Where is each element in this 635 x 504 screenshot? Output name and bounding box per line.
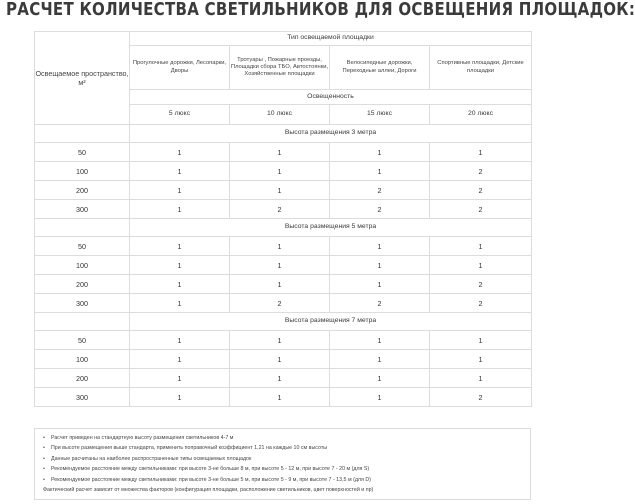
category-cell: Тротуары , Пожарные проезды, Площадки сбора ТБО, Автостоянки, Хозяйственные площадки — [230, 46, 330, 90]
count-cell: 1 — [330, 331, 430, 350]
table-row — [35, 275, 532, 294]
count-cell: 2 — [330, 181, 430, 200]
count-cell: 2 — [430, 200, 532, 219]
count-cell: 1 — [230, 369, 330, 388]
area-cell: 300 — [35, 294, 130, 313]
category-cell: Прогулочные дорожки, Лесопарки, Дворы — [130, 46, 230, 90]
count-cell: 1 — [430, 237, 532, 256]
count-cell: 1 — [430, 350, 532, 369]
count-cell: 2 — [330, 200, 430, 219]
count-cell: 2 — [430, 181, 532, 200]
area-cell: 100 — [35, 162, 130, 181]
count-cell: 1 — [230, 331, 330, 350]
count-cell: 1 — [330, 256, 430, 275]
count-cell: 1 — [230, 143, 330, 162]
count-cell: 1 — [230, 181, 330, 200]
count-cell: 1 — [130, 143, 230, 162]
area-cell: 200 — [35, 275, 130, 294]
count-cell: 2 — [430, 294, 532, 313]
count-cell: 1 — [130, 331, 230, 350]
count-cell: 2 — [230, 294, 330, 313]
table-row — [35, 162, 532, 181]
note-text: Расчет приведен на стандартную высоту размещения светильников 4-7 м — [51, 435, 234, 441]
area-cell: 300 — [35, 388, 130, 407]
area-cell: 200 — [35, 181, 130, 200]
count-cell: 1 — [430, 256, 532, 275]
table-row — [35, 350, 532, 369]
count-cell: 1 — [130, 294, 230, 313]
count-cell: 1 — [130, 275, 230, 294]
site-type-header: Тип освещаемой площадки — [130, 32, 532, 46]
page-title: РАСЧЕТ КОЛИЧЕСТВА СВЕТИЛЬНИКОВ ДЛЯ ОСВЕЩЕНИЯ ПЛОЩАДОК: — [6, 0, 635, 20]
count-cell: 1 — [130, 350, 230, 369]
section-spacer-cell — [35, 125, 130, 143]
count-cell: 2 — [430, 388, 532, 407]
area-cell: 50 — [35, 331, 130, 350]
lux-cell: 15 люкс — [330, 105, 430, 125]
count-cell: 1 — [330, 275, 430, 294]
lux-cell: 10 люкс — [230, 105, 330, 125]
count-cell: 2 — [430, 275, 532, 294]
luminaire-count-table — [34, 31, 532, 407]
area-column-header: Освещаемое пространство, м² — [35, 32, 130, 125]
table-row — [35, 294, 532, 313]
count-cell: 2 — [330, 294, 430, 313]
count-cell: 1 — [230, 162, 330, 181]
count-cell: 1 — [430, 143, 532, 162]
note-text: Данные расчитаны на наиболее распространенные типы освещаемых площадок — [51, 455, 252, 462]
table-row — [35, 388, 532, 407]
table-row — [35, 331, 532, 350]
count-cell: 1 — [330, 143, 430, 162]
area-cell: 100 — [35, 350, 130, 369]
count-cell: 1 — [130, 200, 230, 219]
count-cell: 1 — [230, 237, 330, 256]
section-spacer-cell — [35, 313, 130, 331]
note-item: • Рекомендуемое расстояние между светильниками: при высоте 3-не больше 8 м, при высоте 5 - 12 м, при высоте 7 - 20 м (для S) — [43, 466, 370, 473]
lux-cell: 20 люкс — [430, 105, 532, 125]
section-spacer-cell — [35, 219, 130, 237]
count-cell: 1 — [330, 350, 430, 369]
count-cell: 1 — [330, 237, 430, 256]
category-cell: Велосипедные дорожки, Переходные аллеи, Дороги — [330, 46, 430, 90]
lux-cell: 5 люкс — [130, 105, 230, 125]
area-cell: 100 — [35, 256, 130, 275]
table-row — [35, 143, 532, 162]
area-cell: 300 — [35, 200, 130, 219]
section-title: Высота размещения 5 метра — [130, 219, 532, 237]
note-item: • Расчет приведен на стандартную высоту размещения светильников 4-7 м — [43, 435, 234, 441]
section-header-row — [35, 219, 532, 237]
section-header-row — [35, 125, 532, 143]
count-cell: 1 — [130, 237, 230, 256]
count-cell: 1 — [130, 181, 230, 200]
count-cell: 1 — [130, 388, 230, 407]
section-title: Высота размещения 3 метра — [130, 125, 532, 143]
table-row — [35, 369, 532, 388]
count-cell: 1 — [130, 256, 230, 275]
table-row — [35, 181, 532, 200]
table-row — [35, 237, 532, 256]
note-item: • Рекомендуемое расстояние между светильниками: при высоте 3-не больше 5 м, при высоте 5 - 9 м, при высоте 7 - 13,5 м (для D) — [43, 476, 371, 483]
count-cell: 1 — [230, 350, 330, 369]
footer-note: Фактический расчет зависит от множества факторов (конфигурация площадки, расположение светильников, цвет поверхностей и пр) — [43, 487, 374, 494]
count-cell: 2 — [430, 162, 532, 181]
count-cell: 1 — [330, 369, 430, 388]
count-cell: 1 — [130, 162, 230, 181]
count-cell: 1 — [330, 388, 430, 407]
notes-box — [34, 428, 531, 500]
count-cell: 1 — [330, 162, 430, 181]
section-header-row — [35, 313, 532, 331]
count-cell: 1 — [130, 369, 230, 388]
area-cell: 200 — [35, 369, 130, 388]
note-text: Рекомендуемое расстояние между светильниками: при высоте 3-не больше 5 м, при высоте 5 - 9 м, при высоте 7 - 13,5 м (для D) — [51, 476, 371, 483]
note-item: • Данные расчитаны на наиболее распространенные типы освещаемых площадок — [43, 455, 252, 462]
area-cell: 50 — [35, 143, 130, 162]
count-cell: 1 — [230, 256, 330, 275]
count-cell: 1 — [230, 275, 330, 294]
category-cell: Спортивные площадки, Детские площадки — [430, 46, 532, 90]
area-cell: 50 — [35, 237, 130, 256]
note-item: • При высоте размещения выше стандарта, применить поправочный коэффициент 1,21 на каждые 10 см высоты — [43, 445, 328, 452]
count-cell: 1 — [430, 331, 532, 350]
count-cell: 2 — [230, 200, 330, 219]
count-cell: 1 — [430, 369, 532, 388]
illuminance-header: Освещенность — [130, 90, 532, 105]
count-cell: 1 — [230, 388, 330, 407]
note-text: Рекомендуемое расстояние между светильниками: при высоте 3-не больше 8 м, при высоте 5 - 12 м, при высоте 7 - 20 м (для S) — [51, 466, 370, 473]
section-title: Высота размещения 7 метра — [130, 313, 532, 331]
table-row — [35, 256, 532, 275]
table-row — [35, 200, 532, 219]
note-text: При высоте размещения выше стандарта, применить поправочный коэффициент 1,21 на каждые 10 см высоты — [51, 445, 328, 452]
